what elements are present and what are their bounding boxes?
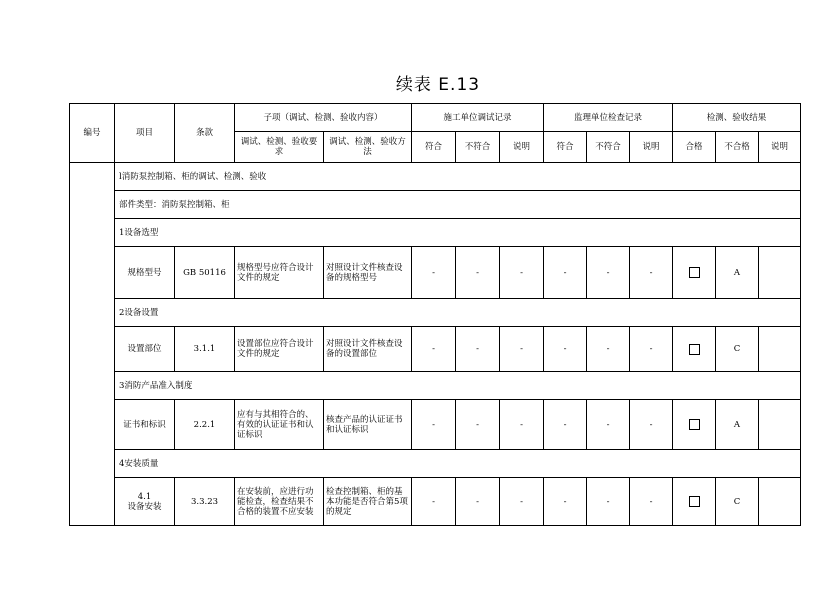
row-req: 规格型号应符合设计文件的规定 (235, 247, 324, 299)
dash-cell: - (412, 247, 456, 299)
header-note: 说明 (500, 132, 544, 163)
row-clause: 3.3.23 (175, 478, 235, 526)
row-grade: A (716, 247, 759, 299)
page-title: 续表 E.13 (395, 75, 481, 95)
no-cell (70, 163, 115, 526)
dash-cell: - (544, 327, 587, 372)
header-result: 检测、验收结果 (673, 104, 801, 132)
header-note: 说明 (630, 132, 673, 163)
section-1: 1设备选型 (115, 219, 801, 247)
row-req: 在安装前，应进行功能检查，检查结果不合格的装置不应安装 (235, 478, 324, 526)
dash-cell: - (500, 478, 544, 526)
pass-cell (673, 400, 716, 450)
header-nonconform: 不符合 (587, 132, 630, 163)
pass-checkbox[interactable] (689, 267, 700, 278)
pass-cell (673, 478, 716, 526)
row-grade: C (716, 327, 759, 372)
header-req: 调试、检测、验收要求 (235, 132, 324, 163)
dash-cell: - (544, 400, 587, 450)
dash-cell: - (630, 478, 673, 526)
dash-cell: - (500, 400, 544, 450)
dash-cell: - (500, 327, 544, 372)
pass-checkbox[interactable] (689, 496, 700, 507)
header-pass: 合格 (673, 132, 716, 163)
row-req: 设置部位应符合设计文件的规定 (235, 327, 324, 372)
dash-cell: - (587, 247, 630, 299)
row-item: 规格型号 (115, 247, 175, 299)
dash-cell: - (456, 327, 500, 372)
row-grade: C (716, 478, 759, 526)
section-main: l消防泵控制箱、柜的调试、检测、验收 (115, 163, 801, 191)
dash-cell: - (456, 247, 500, 299)
row-grade: A (716, 400, 759, 450)
header-method: 调试、检测、验收方法 (324, 132, 412, 163)
row-clause: 2.2.1 (175, 400, 235, 450)
dash-cell: - (630, 327, 673, 372)
header-clause: 条款 (175, 104, 235, 163)
dash-cell: - (412, 327, 456, 372)
header-fail: 不合格 (716, 132, 759, 163)
dash-cell: - (630, 400, 673, 450)
dash-cell: - (500, 247, 544, 299)
pass-cell (673, 327, 716, 372)
header-supervision: 监理单位检查记录 (544, 104, 673, 132)
section-2: 2设备设置 (115, 299, 801, 327)
row-method: 核查产品的认证证书和认证标识 (324, 400, 412, 450)
dash-cell: - (456, 400, 500, 450)
section-3: 3消防产品准入制度 (115, 372, 801, 400)
header-note: 说明 (759, 132, 801, 163)
header-construction: 施工单位调试记录 (412, 104, 544, 132)
dash-cell: - (630, 247, 673, 299)
row-item-label: 设备安装 (127, 501, 162, 512)
dash-cell: - (544, 247, 587, 299)
row-item (115, 478, 175, 526)
dash-cell: - (587, 400, 630, 450)
row-item-no: 4.1 (137, 491, 152, 502)
note-cell (759, 478, 801, 526)
note-cell (759, 327, 801, 372)
row-method: 检查控制箱、柜的基本功能是否符合第5项的规定 (324, 478, 412, 526)
row-item: 证书和标识 (115, 400, 175, 450)
dash-cell: - (587, 327, 630, 372)
section-component: 部件类型：消防泵控制箱、柜 (115, 191, 801, 219)
row-method: 对照设计文件核查设备的设置部位 (324, 327, 412, 372)
dash-cell: - (412, 400, 456, 450)
header-conform: 符合 (544, 132, 587, 163)
inspection-table (69, 103, 801, 526)
row-req: 应有与其相符合的、有效的认证证书和认证标识 (235, 400, 324, 450)
header-subitem: 子项（调试、检测、验收内容） (235, 104, 412, 132)
row-clause: GB 50116 (175, 247, 235, 299)
section-4: 4安装质量 (115, 450, 801, 478)
pass-checkbox[interactable] (689, 419, 700, 430)
pass-checkbox[interactable] (689, 344, 700, 355)
pass-cell (673, 247, 716, 299)
note-cell (759, 247, 801, 299)
row-item: 设置部位 (115, 327, 175, 372)
header-nonconform: 不符合 (456, 132, 500, 163)
dash-cell: - (544, 478, 587, 526)
header-conform: 符合 (412, 132, 456, 163)
note-cell (759, 400, 801, 450)
dash-cell: - (456, 478, 500, 526)
row-method: 对照设计文件核查设备的规格型号 (324, 247, 412, 299)
header-no: 编号 (70, 104, 115, 163)
row-clause: 3.1.1 (175, 327, 235, 372)
header-item: 项目 (115, 104, 175, 163)
dash-cell: - (587, 478, 630, 526)
dash-cell: - (412, 478, 456, 526)
